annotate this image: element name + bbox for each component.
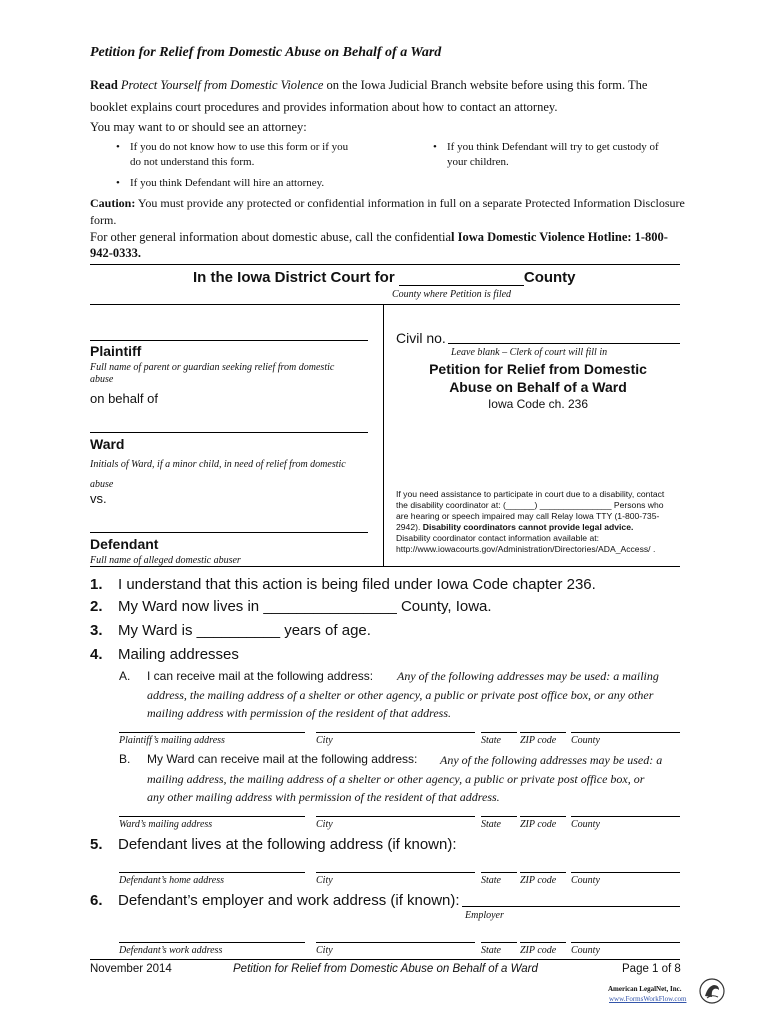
item-1 bbox=[90, 576, 596, 593]
court-heading bbox=[193, 269, 576, 286]
defendant-city-field[interactable] bbox=[316, 872, 475, 873]
plaintiff-county-field[interactable] bbox=[571, 732, 680, 733]
court-heading-text: In the Iowa District Court for bbox=[193, 269, 395, 286]
ward-state-field[interactable] bbox=[481, 816, 517, 817]
employer-label: Employer bbox=[465, 910, 504, 921]
state-label: State bbox=[481, 735, 501, 746]
read-instruction bbox=[90, 78, 647, 93]
plaintiff-desc-line: Full name of parent or guardian seeking relief from domestic bbox=[90, 362, 335, 373]
ward-desc-line: abuse bbox=[90, 479, 114, 490]
ada-line: the disability coordinator at: (______) _______________ Persons who bbox=[396, 500, 664, 510]
county-field[interactable] bbox=[399, 271, 524, 286]
defendant-label: Defendant bbox=[90, 536, 159, 552]
employer-field[interactable] bbox=[462, 906, 680, 907]
ada-line: 2942). bbox=[396, 522, 421, 532]
item-text: Defendant’s employer and work address (if known): bbox=[118, 892, 460, 909]
ward-initials-field[interactable] bbox=[90, 432, 368, 433]
hotline-number: l Iowa Domestic Violence Hotline: 1-800- bbox=[451, 230, 668, 244]
item-4a-note-cont bbox=[147, 686, 653, 722]
caution-note bbox=[90, 196, 685, 211]
petition-title-line: Abuse on Behalf of a Ward bbox=[449, 379, 627, 395]
item-3 bbox=[90, 622, 371, 639]
item-4a bbox=[119, 669, 373, 683]
publisher-logo-icon bbox=[699, 978, 725, 1004]
ada-line: If you need assistance to participate in court due to a disability, contact bbox=[396, 489, 665, 499]
sub-letter: A. bbox=[119, 669, 131, 683]
address-label: Defendant’s work address bbox=[119, 945, 223, 956]
caution-text: You must provide any protected or confidential information in full on a separate Protected Information Disclosure bbox=[137, 196, 685, 210]
sub-text: I can receive mail at the following address: bbox=[147, 669, 374, 683]
code-reference: Iowa Code ch. 236 bbox=[487, 397, 589, 411]
item-number: 1. bbox=[90, 576, 103, 593]
work-address-field[interactable] bbox=[119, 942, 305, 943]
petition-title-line: Petition for Relief from Domestic bbox=[429, 361, 647, 377]
civil-no-note: Leave blank – Clerk of court will fill in bbox=[451, 347, 608, 358]
bullet-text: If you think Defendant will hire an attorney. bbox=[130, 177, 325, 189]
item-text: I understand that this action is being filed under Iowa Code chapter 236. bbox=[118, 576, 596, 593]
work-city-field[interactable] bbox=[316, 942, 475, 943]
hotline-note bbox=[90, 230, 668, 245]
defendant-zip-field[interactable] bbox=[520, 872, 566, 873]
defendant-name-field[interactable] bbox=[90, 532, 368, 533]
bullet-text: • If you think Defendant will try to get custody of bbox=[447, 141, 659, 153]
attorney-intro: You may want to or should see an attorney: bbox=[90, 120, 307, 134]
form-title: Petition for Relief from Domestic Abuse on Behalf of a Ward bbox=[90, 45, 442, 60]
ada-line: Disability coordinator contact information available at: bbox=[396, 533, 600, 543]
item-number: 3. bbox=[90, 622, 103, 639]
on-behalf-label: on behalf of bbox=[90, 391, 158, 406]
caption-divider bbox=[383, 304, 384, 566]
ada-link[interactable]: http://www.iowacourts.gov/Administration/Directories/ADA_Access/ . bbox=[396, 544, 656, 554]
county-label: County bbox=[571, 945, 600, 956]
county-label: County where Petition is filed bbox=[392, 289, 512, 300]
ada-warning: Disability coordinators cannot provide legal advice. bbox=[422, 522, 634, 532]
note-line: any other mailing address with permission of the resident of that address. bbox=[147, 790, 500, 804]
hotline-number-cont: 942-0333. bbox=[90, 246, 142, 260]
item-number: 6. bbox=[90, 892, 103, 909]
county-label: County bbox=[571, 875, 600, 886]
bullet-text: your children. bbox=[447, 156, 509, 168]
state-label: State bbox=[481, 945, 501, 956]
civil-no-label: Civil no. bbox=[396, 330, 446, 346]
plaintiff-label: Plaintiff bbox=[90, 343, 142, 359]
divider bbox=[90, 304, 680, 305]
county-label: County bbox=[571, 819, 600, 830]
plaintiff-desc bbox=[90, 362, 334, 386]
note-line: address, the mailing address of a shelter or other agency, a public or private post office box, or any other bbox=[147, 688, 654, 702]
publisher-link[interactable]: www.FormsWorkFlow.com bbox=[609, 995, 687, 1003]
divider bbox=[90, 566, 680, 567]
address-label: Ward’s mailing address bbox=[119, 819, 213, 830]
bullet-item bbox=[130, 140, 348, 170]
item-number: 2. bbox=[90, 598, 103, 615]
zip-label: ZIP code bbox=[520, 735, 557, 746]
read-text: on the Iowa Judicial Branch website before using this form. The bbox=[326, 78, 648, 92]
defendant-address-field[interactable] bbox=[119, 872, 305, 873]
zip-label: ZIP code bbox=[520, 875, 557, 886]
address-label: Plaintiff’s mailing address bbox=[119, 735, 225, 746]
booklet-text: booklet explains court procedures and provides information about how to contact an attorney. bbox=[90, 100, 558, 114]
plaintiff-city-field[interactable] bbox=[316, 732, 475, 733]
defendant-county-field[interactable] bbox=[571, 872, 680, 873]
zip-label: ZIP code bbox=[520, 819, 557, 830]
city-label: City bbox=[316, 945, 333, 956]
vs-label: vs. bbox=[90, 491, 107, 506]
item-6 bbox=[90, 892, 460, 909]
footer-title: Petition for Relief from Domestic Abuse on Behalf of a Ward bbox=[233, 963, 538, 975]
plaintiff-address-field[interactable] bbox=[119, 732, 305, 733]
city-label: City bbox=[316, 819, 333, 830]
footer-divider bbox=[90, 959, 680, 960]
ward-zip-field[interactable] bbox=[520, 816, 566, 817]
city-label: City bbox=[316, 875, 333, 886]
hotline-text: For other general information about domestic abuse, call the confidentia bbox=[90, 230, 451, 244]
work-zip-field[interactable] bbox=[520, 942, 566, 943]
plaintiff-state-field[interactable] bbox=[481, 732, 517, 733]
county-label: County bbox=[571, 735, 600, 746]
bullet-text: • If you do not know how to use this form or if you bbox=[130, 141, 349, 153]
bullet-item bbox=[447, 140, 659, 170]
bullet-item bbox=[130, 177, 324, 189]
ward-address-field[interactable] bbox=[119, 816, 305, 817]
ward-county-field[interactable] bbox=[571, 816, 680, 817]
ada-notice bbox=[396, 489, 664, 555]
zip-label: ZIP code bbox=[520, 945, 557, 956]
item-text: My Ward is __________ years of age. bbox=[118, 622, 371, 639]
booklet-link[interactable]: Protect Yourself from Domestic Violence bbox=[120, 78, 324, 92]
item-number: 5. bbox=[90, 836, 103, 853]
publisher-name: American LegalNet, Inc. bbox=[608, 985, 682, 993]
bullet-text: do not understand this form. bbox=[130, 156, 255, 168]
ward-label: Ward bbox=[90, 436, 125, 452]
read-label: Read bbox=[90, 78, 118, 92]
item-number: 4. bbox=[90, 646, 103, 663]
address-label: Defendant’s home address bbox=[119, 875, 224, 886]
item-4 bbox=[90, 646, 239, 663]
plaintiff-name-field[interactable] bbox=[90, 340, 368, 341]
petition-title bbox=[396, 360, 680, 396]
item-4b-note-cont bbox=[147, 770, 644, 806]
city-label: City bbox=[316, 735, 333, 746]
work-county-field[interactable] bbox=[571, 942, 680, 943]
state-label: State bbox=[481, 819, 501, 830]
sub-letter: B. bbox=[119, 752, 131, 766]
footer-date: November 2014 bbox=[90, 963, 172, 975]
caution-text-cont: form. bbox=[90, 213, 117, 227]
note-line: mailing address, the mailing address of a shelter or other agency, a public or private post office box, or bbox=[147, 772, 645, 786]
state-label: State bbox=[481, 875, 501, 886]
civil-no-field[interactable] bbox=[448, 343, 680, 344]
item-text: Mailing addresses bbox=[118, 646, 239, 663]
item-2 bbox=[90, 598, 492, 615]
item-4a-note: Any of the following addresses may be used: a mailing bbox=[397, 669, 659, 683]
note-line: mailing address with permission of the resident of that address. bbox=[147, 706, 452, 720]
sub-text: My Ward can receive mail at the following address: bbox=[147, 752, 418, 766]
ward-desc bbox=[90, 455, 346, 495]
court-heading-county: County bbox=[523, 269, 576, 286]
defendant-state-field[interactable] bbox=[481, 872, 517, 873]
item-4b bbox=[119, 752, 417, 766]
work-state-field[interactable] bbox=[481, 942, 517, 943]
ward-desc-line: Initials of Ward, if a minor child, in need of relief from domestic bbox=[90, 459, 346, 470]
item-text: Defendant lives at the following address (if known): bbox=[118, 836, 457, 853]
plaintiff-desc-line: abuse bbox=[90, 374, 114, 385]
divider bbox=[90, 264, 680, 265]
plaintiff-zip-field[interactable] bbox=[520, 732, 566, 733]
ada-line: are hearing or speech impaired may call Relay Iowa TTY (1-800-735- bbox=[396, 511, 660, 521]
caution-label: Caution: bbox=[90, 196, 136, 210]
item-4b-note: Any of the following addresses may be used: a bbox=[440, 753, 663, 767]
item-text: My Ward now lives in ________________ County, Iowa. bbox=[118, 598, 492, 615]
item-5 bbox=[90, 836, 457, 853]
ward-city-field[interactable] bbox=[316, 816, 475, 817]
defendant-desc: Full name of alleged domestic abuser bbox=[90, 555, 241, 566]
footer-page: Page 1 of 8 bbox=[622, 963, 681, 975]
